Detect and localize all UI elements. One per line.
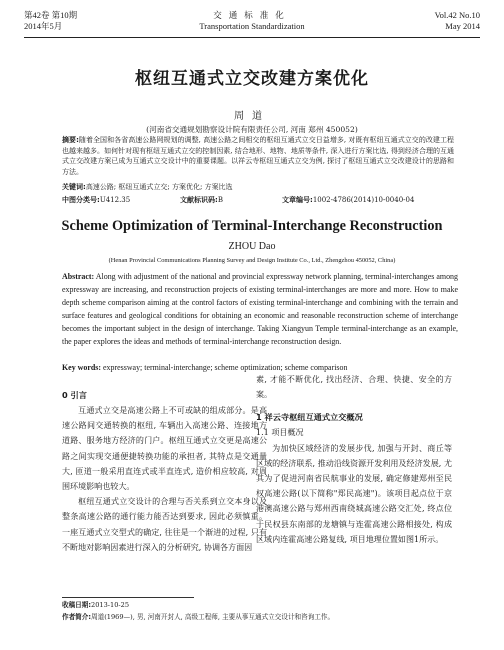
footnote-received — [62, 600, 464, 610]
abstract-cn-label: 摘要: — [62, 136, 79, 144]
body-column-left — [62, 388, 267, 555]
author-name-en: ZHOU Dao — [228, 241, 276, 252]
affiliation-cn: (河南省交通规划勘察设计院有限责任公司, 河南 郑州 450052) — [146, 125, 358, 134]
paper-title-cn: 枢纽互通式立交改建方案优化 — [135, 69, 369, 89]
keywords-cn — [62, 182, 454, 192]
author-bio-label: 作者简介: — [62, 613, 92, 621]
section-heading-overview: 1 祥云寺枢纽互通式立交概况 — [256, 412, 363, 423]
abstract-en-label: Abstract: — [62, 272, 95, 281]
abstract-en-text: Along with adjustment of the national and provincial expressway network planning, terminal-interchanges among expressway are increasing, and reconstruction projects of existing terminal-interchanges are more and more. How to make depth scheme comparison aiming at the control factors of existing terminal-interchange and combining with the terrain and surface features and geological conditions for obtaining an economic and reasonable reconstruction scheme of interchange becomes the important subject in the design of interchange. Taking Xiangyun Temple terminal-interchange as an example, the paper explores the ideas and methods of terminal-interchange reconstruction design. — [62, 272, 458, 347]
document-code: 文献标识码:B — [180, 196, 223, 204]
volume-issue-en: Vol.42 No.10 — [434, 10, 480, 20]
affiliation-en: (Henan Provincial Communications Planning Survey and Design Institute Co., Ltd., Zhengzhou 450052, China) — [108, 257, 396, 264]
paragraph: 互通式立交是高速公路上不可或缺的组成部分。是高速公路间交通转换的枢纽, 车辆出入高速公路、连接地方道路、服务地方经济的门户。枢纽互通式立交更是高速公路之间实现交通便捷转换功能的承担者, 其特点是交通量大, 匝道一般采用直连式或半直连式, 造价相应较高, 对周围环境影响也较大。 — [62, 406, 267, 492]
author-name-cn: 周道 — [234, 111, 270, 122]
volume-issue: 第42卷 第10期 — [24, 10, 78, 20]
publication-date: 2014年5月 — [24, 21, 63, 31]
footnote-author-bio — [62, 612, 464, 622]
journal-name-en: Transportation Standardization — [199, 21, 305, 31]
abstract-en — [62, 270, 458, 349]
article-number: 文章编号:1002-4786(2014)10-0040-04 — [282, 196, 415, 204]
keywords-cn-text: 高速公路; 枢纽互通式立交; 方案优化; 方案比选 — [85, 183, 233, 191]
running-header — [24, 10, 480, 36]
journal-name-cn: 交通标准化 — [213, 10, 291, 20]
paragraph: 为加快区域经济的发展步伐, 加强与开封、商丘等区域的经济联系, 推动沿线资源开发利用及经济发展, 尤其为了促进河南省民航事业的发展, 确定修建郑州至民权高速公路(以下简称"郑民高速")。该项目起点位于京港澳高速公路与郑州西南绕城高速公路交汇处, 终点位于民权县东南部的龙塘镇与连霍高速公路相接处, 构成区域内连霍高速公路复线, 项目地理位置如图1所示。 — [256, 443, 452, 544]
header-center — [24, 10, 480, 32]
body-column-right — [256, 372, 452, 547]
received-date: 2013-10-25 — [91, 601, 130, 609]
paragraph-continuation: 素, 才能不断优化, 找出经济、合理、快捷、安全的方案。 — [256, 375, 452, 400]
section-heading-introduction: 0 引言 — [62, 390, 87, 400]
keywords-cn-label: 关键词: — [62, 183, 86, 191]
paper-title-en: Scheme Optimization of Terminal-Interchange Reconstruction — [61, 218, 443, 234]
author-bio-text: 周道(1969—), 男, 河南开封人, 高级工程师, 主要从事互通式立交设计和咨询工作。 — [91, 613, 335, 621]
received-label: 收稿日期: — [62, 601, 92, 609]
keywords-en-label: Key words: — [62, 363, 102, 372]
footnote-rule — [62, 597, 194, 598]
publication-date-en: May 2014 — [445, 21, 480, 31]
keywords-en-text: expressway; terminal-interchange; scheme optimization; scheme comparison — [103, 363, 348, 372]
subsection-heading-project: 1.1 项目概况 — [256, 428, 304, 438]
abstract-cn-text: 随着全国和各省高速公路网规划的调整, 高速公路之间相交的枢纽互通式立交日益增多, 对既有枢纽互通式立交的改建工程也越来越多。如何针对现有枢纽互通式立交的控制因素, 结合地形、地物、地质等条件, 深入进行方案比选, 得到经济合理的互通式立交改建方案已成为互通式立交设计中的重要课题。以祥云寺枢纽互通式立交为例, 探讨了枢纽互通式立交改建设计的思路和方法。 — [62, 136, 454, 176]
header-right — [435, 10, 480, 32]
paragraph: 枢纽互通式立交设计的合理与否关系到立交本身以及整条高速公路的通行能力能否达到要求, 因此必须慎重。一座互通式立交型式的确定, 往往是一个渐进的过程, 只有不断地对影响因素进行深入的分析研究, 协调各方面因 — [62, 497, 267, 552]
abstract-cn — [62, 135, 454, 177]
clc-number: 中图分类号:U412.35 — [62, 196, 131, 204]
header-rule — [24, 37, 480, 38]
